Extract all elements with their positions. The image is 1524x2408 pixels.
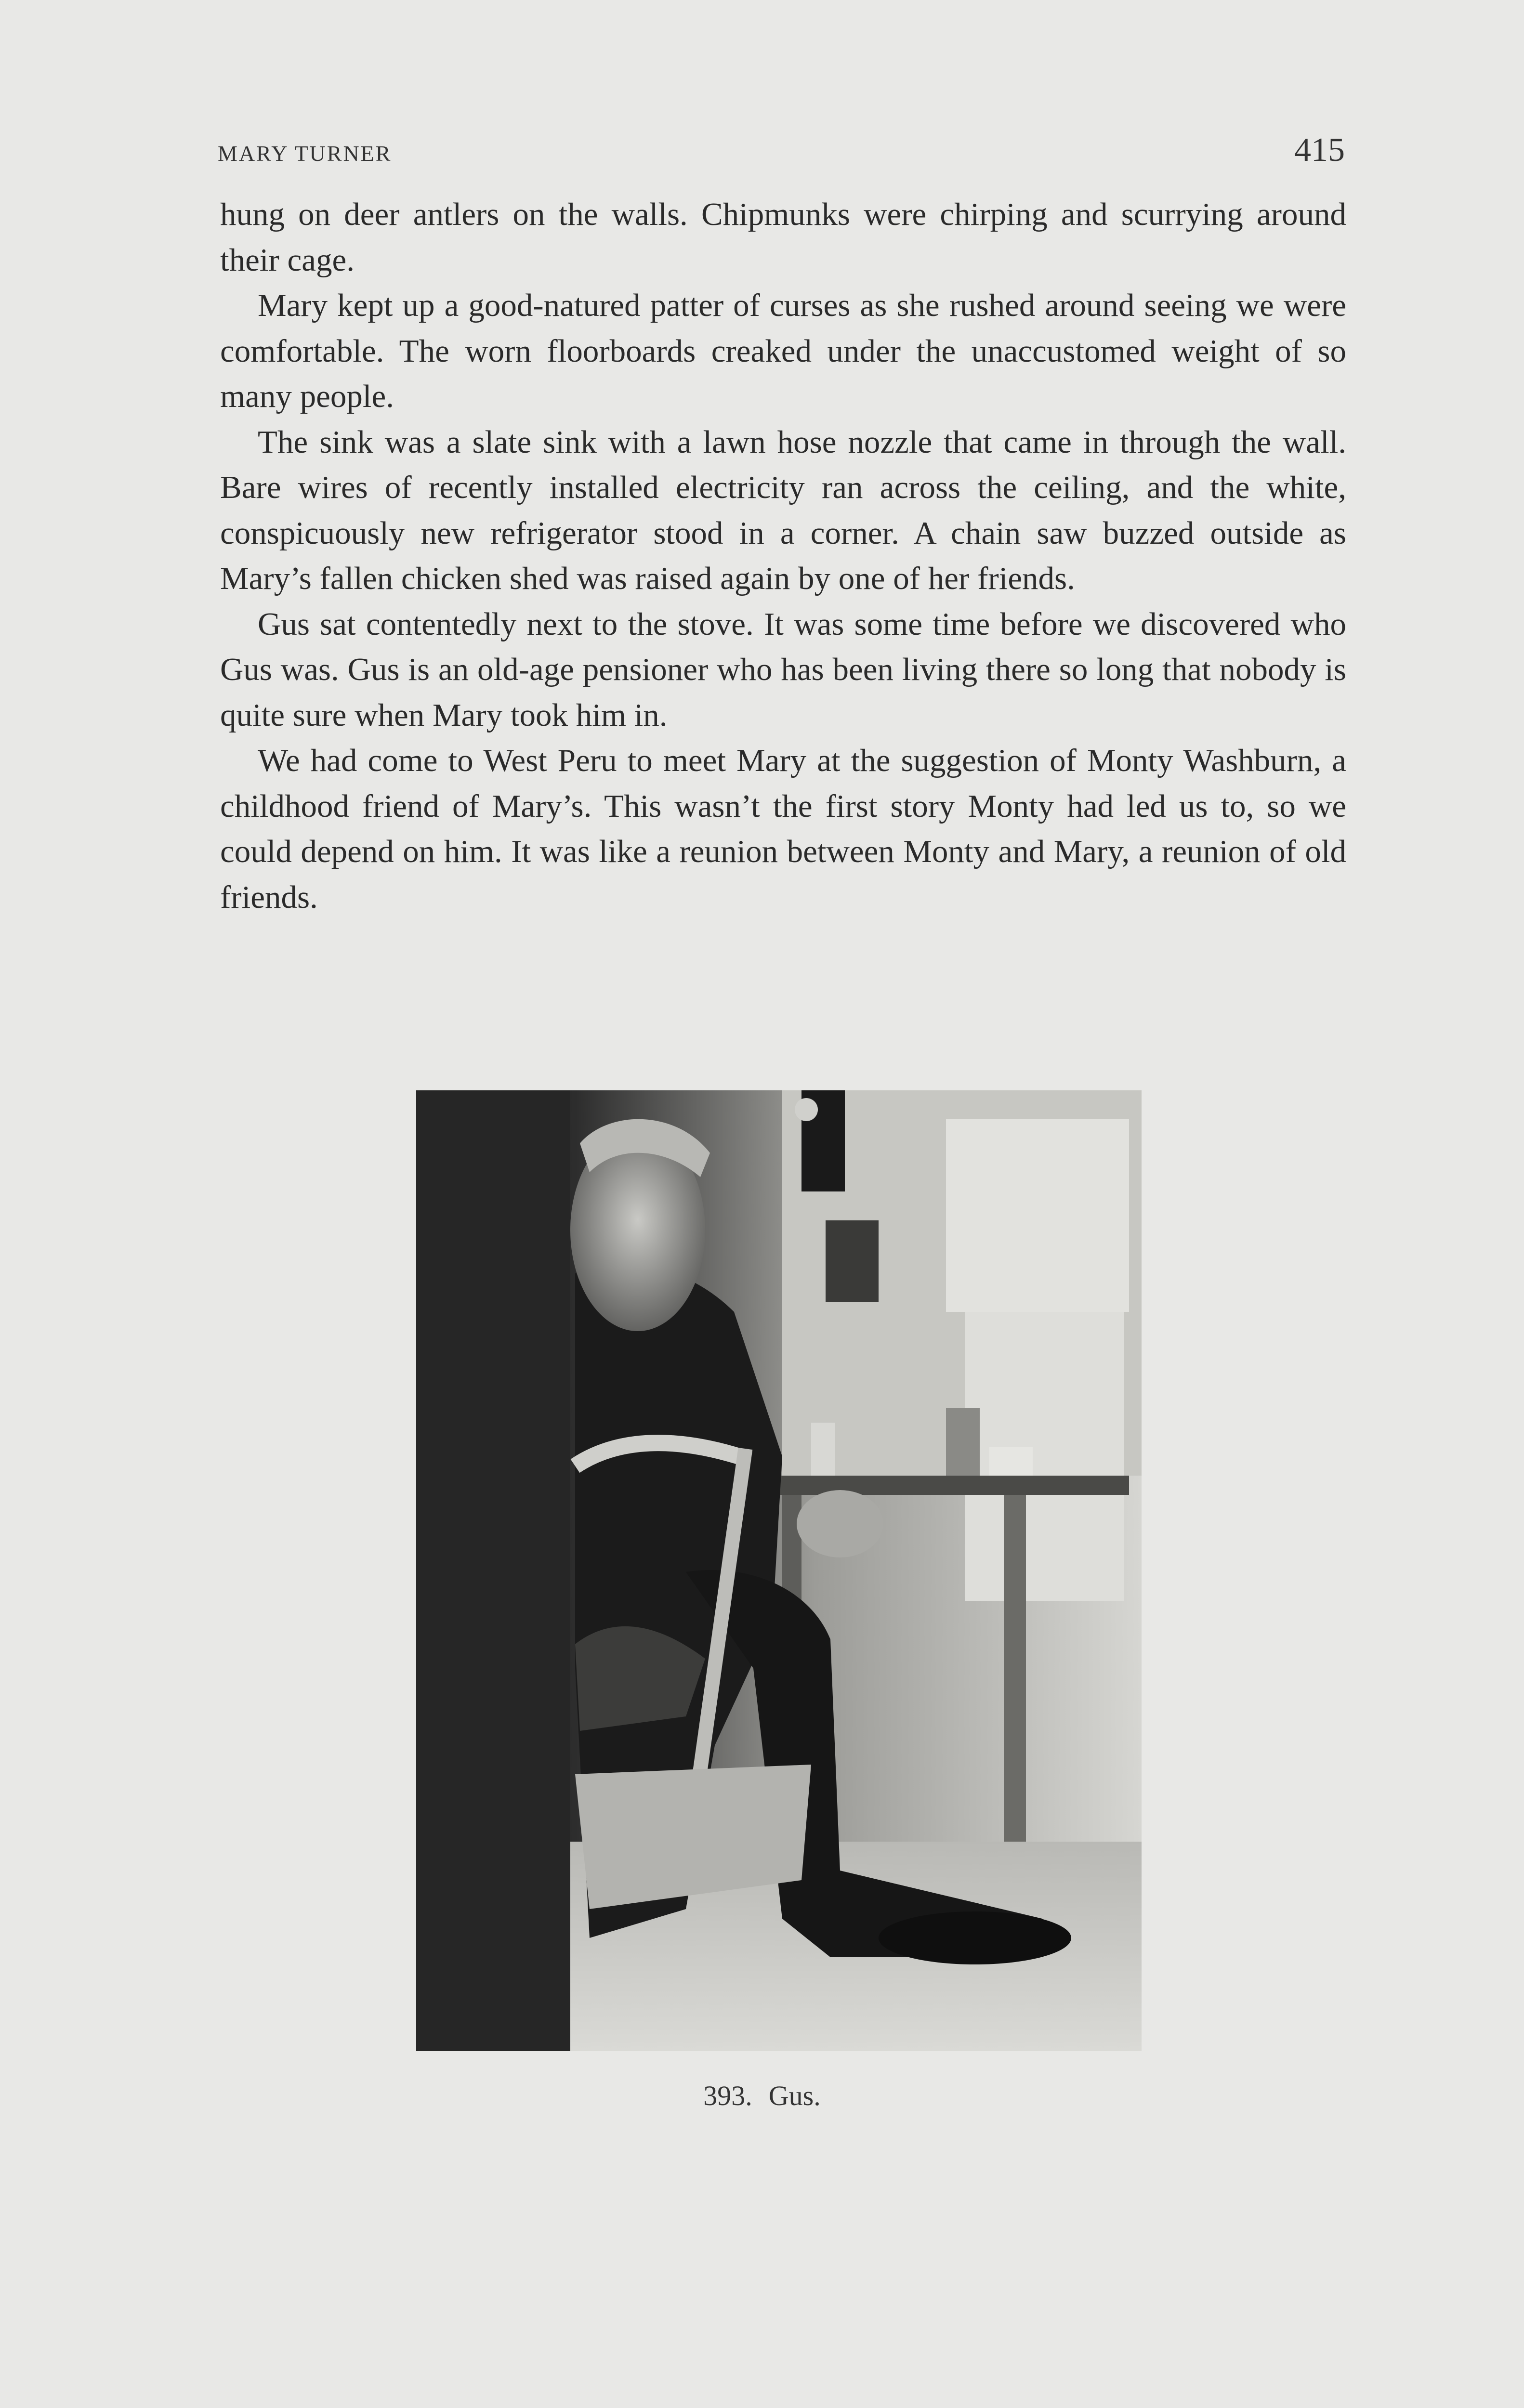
photo-gus-image [416, 1090, 1142, 2051]
paragraph: We had come to West Peru to meet Mary at the suggestion of Monty Washburn, a childhood friend of Mary’s. This wasn’t the first story Monty had led us to, so we could depend on him. It was like a reunion between Monty and Mary, a reunion of old friends. [220, 743, 1346, 915]
photo-gus [416, 1090, 1142, 2051]
figure-number: 393. [703, 2080, 752, 2111]
paragraph: Gus sat contentedly next to the stove. It was some time before we discovered who Gus was. Gus is an old-age pensioner who has been living there so long that nobody is quite sure when Mary took him in. [220, 606, 1346, 733]
paragraph: The sink was a slate sink with a lawn hose nozzle that came in through the wall. Bare wires of recently installed electricity ran across the ceiling, and the white, conspicuously new refrigerator stood in a corner. A chain saw buzzed outside as Mary’s fallen chicken shed was raised again by one of her friends. [220, 424, 1346, 596]
paragraph: Mary kept up a good-natured patter of curses as she rushed around seeing we were comfortable. The worn floorboards creaked under the unaccustomed weight of so many people. [220, 288, 1346, 414]
paragraph: hung on deer antlers on the walls. Chipmunks were chirping and scurrying around their cage. [220, 196, 1346, 278]
body-text [220, 192, 1346, 920]
running-head: MARY TURNER [218, 141, 392, 166]
figure-caption [0, 2080, 1524, 2112]
page-number: 415 [1294, 131, 1345, 169]
figure-caption-text: Gus. [768, 2080, 821, 2111]
